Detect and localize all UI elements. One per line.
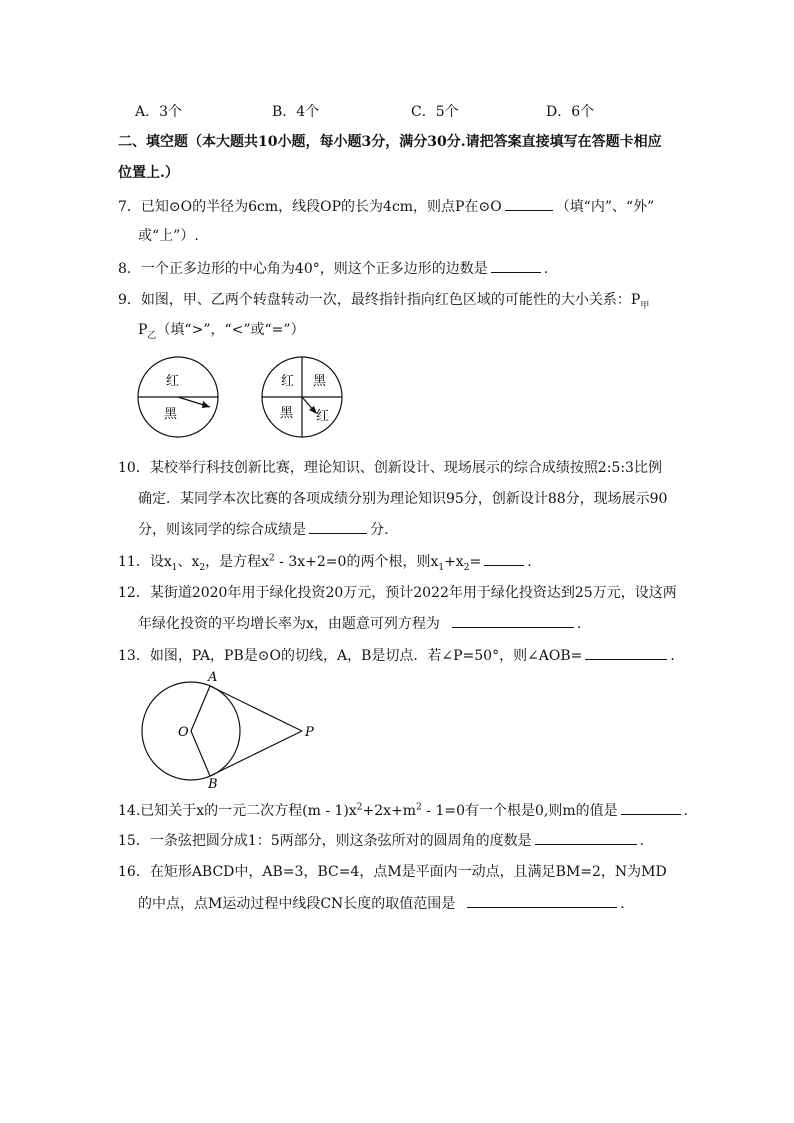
q7-text-a: 7．已知⊙O的半径为6cm，线段OP的长为4cm，则点P在⊙O: [118, 199, 502, 215]
section-heading-line1: 二、填空题（本大题共10小题，每小题3分，满分30分.请把答案直接填写在答题卡相应: [118, 134, 662, 150]
q13-answer-blank[interactable]: [585, 645, 667, 660]
spinner-yi-tl-label: 红: [281, 374, 295, 389]
q8-text: 8．一个正多边形的中心角为40°，则这个正多边形的边数是: [118, 261, 488, 277]
label-b: B: [208, 777, 218, 792]
spinner-jia: [138, 357, 218, 437]
q9-line2: [138, 320, 305, 340]
q15-line: [118, 830, 644, 851]
q15-answer-blank[interactable]: [535, 830, 637, 845]
q14-line: [118, 800, 688, 821]
q11-text-d: - 3x+2=0的两个根，则x: [274, 554, 439, 570]
q7-line2: 或“上”）.: [138, 228, 199, 244]
q14-sup1: 2: [356, 802, 363, 813]
radius-oa: [191, 686, 210, 731]
q12-line1: 12．某街道2020年用于绿化投资20万元，预计2022年用于绿化投资达到25万元，设这两: [118, 585, 677, 601]
label-a: A: [208, 670, 218, 685]
spinner-jia-top-label: 红: [166, 374, 180, 389]
q10-line1: 10．某校举行科技创新比赛，理论知识、创新设计、现场展示的综合成绩按照2:5:3比例: [118, 460, 662, 476]
q7-text-b: （填“内”、“外”: [555, 199, 655, 215]
q11-sub3: 1: [438, 562, 445, 573]
spinner-jia-bottom-label: 黑: [164, 407, 178, 422]
q14-text-a: 14.已知关于x的一元二次方程(m - 1)x: [118, 803, 357, 819]
q14-text-b: +2x+m: [362, 803, 417, 819]
spinner-yi-br-label: 红: [316, 409, 330, 424]
q11-text-b: 、x: [177, 554, 200, 570]
q11-line: [118, 551, 532, 572]
q16-answer-blank[interactable]: [467, 893, 617, 908]
q6-option-d: D．6个: [546, 104, 595, 120]
q13-period: .: [670, 648, 675, 664]
q16-text: 的中点，点M运动过程中线段CN长度的取值范围是: [138, 896, 456, 912]
q15-period: .: [639, 833, 645, 849]
q11-sup: 2: [269, 553, 275, 564]
section-heading-line2: 位置上.）: [118, 165, 179, 181]
q9-text: 9．如图，甲、乙两个转盘转动一次，最终指针指向红色区域的可能性的大小关系：P: [118, 292, 641, 308]
q11-period: .: [527, 554, 532, 570]
q14-sup2: 2: [416, 802, 422, 813]
q12-text: 年绿化投资的平均增长率为x，由题意可列方程为: [138, 616, 440, 632]
q16-line1: 16．在矩形ABCD中，AB=3，BC=4，点M是平面内一动点，且满足BM=2，N为MD: [118, 864, 667, 880]
q9-sub-yi: 乙: [147, 330, 157, 341]
q10-unit: 分.: [370, 522, 389, 538]
q7-answer-blank[interactable]: [505, 196, 553, 211]
q11-text-e: +x: [444, 554, 464, 570]
q6-option-a: A．3个: [135, 104, 183, 120]
q11-sub4: 2: [463, 562, 470, 573]
q6-option-b: B．4个: [272, 104, 320, 120]
q11-text-a: 11．设x: [118, 554, 172, 570]
q8-answer-blank[interactable]: [491, 258, 541, 273]
q14-text-c: - 1=0有一个根是0,则m的值是: [421, 803, 618, 819]
q10-text: 分，则该同学的综合成绩是: [138, 522, 306, 538]
q6-option-c: C．5个: [411, 104, 459, 120]
radius-ob: [191, 731, 210, 776]
q16-line2: [138, 893, 625, 914]
q8-period: .: [543, 261, 549, 277]
q9-text-rest: （填“>”，“<”或“=”）: [156, 322, 305, 338]
spinner-yi-bl-label: 黑: [280, 406, 294, 421]
q14-answer-blank[interactable]: [621, 800, 681, 815]
q11-sub1: 1: [171, 562, 178, 573]
tangent-figure: [130, 670, 330, 792]
q11-text-f: =: [469, 554, 482, 570]
q10-line2: 确定．某同学本次比赛的各项成绩分别为理论知识95分，创新设计88分，现场展示90: [138, 491, 668, 507]
q11-answer-blank[interactable]: [484, 551, 524, 566]
q6-options-row: [0, 102, 794, 122]
q9-sub-jia: 甲: [640, 300, 650, 311]
q11-sub2: 2: [199, 562, 206, 573]
q14-period: .: [683, 803, 689, 819]
spinner-yi: [262, 357, 342, 437]
q7-line1: [118, 196, 654, 217]
tangent-pb: [210, 731, 302, 776]
q9-line1: [118, 290, 649, 310]
q13-line: [118, 645, 675, 666]
label-p: P: [305, 725, 314, 740]
spinner-yi-tr-label: 黑: [313, 374, 327, 389]
q12-answer-blank[interactable]: [452, 613, 574, 628]
q11-text-c: ，是方程x: [205, 554, 269, 570]
q10-line3: [138, 519, 388, 540]
q8-line: [118, 258, 548, 279]
q15-text: 15．一条弦把圆分成1：5两部分，则这条弦所对的圆周角的度数是: [118, 833, 532, 849]
q13-text: 13．如图，PA，PB是⊙O的切线，A，B是切点．若∠P=50°，则∠AOB=: [118, 648, 583, 664]
q10-answer-blank[interactable]: [309, 519, 367, 534]
q16-period: .: [620, 896, 625, 912]
q9-p: P: [138, 322, 148, 338]
label-o: O: [178, 725, 189, 740]
spinner-figures: [130, 352, 350, 442]
q12-period: .: [576, 616, 582, 632]
q12-line2: [138, 613, 581, 634]
tangent-pa: [210, 686, 302, 731]
